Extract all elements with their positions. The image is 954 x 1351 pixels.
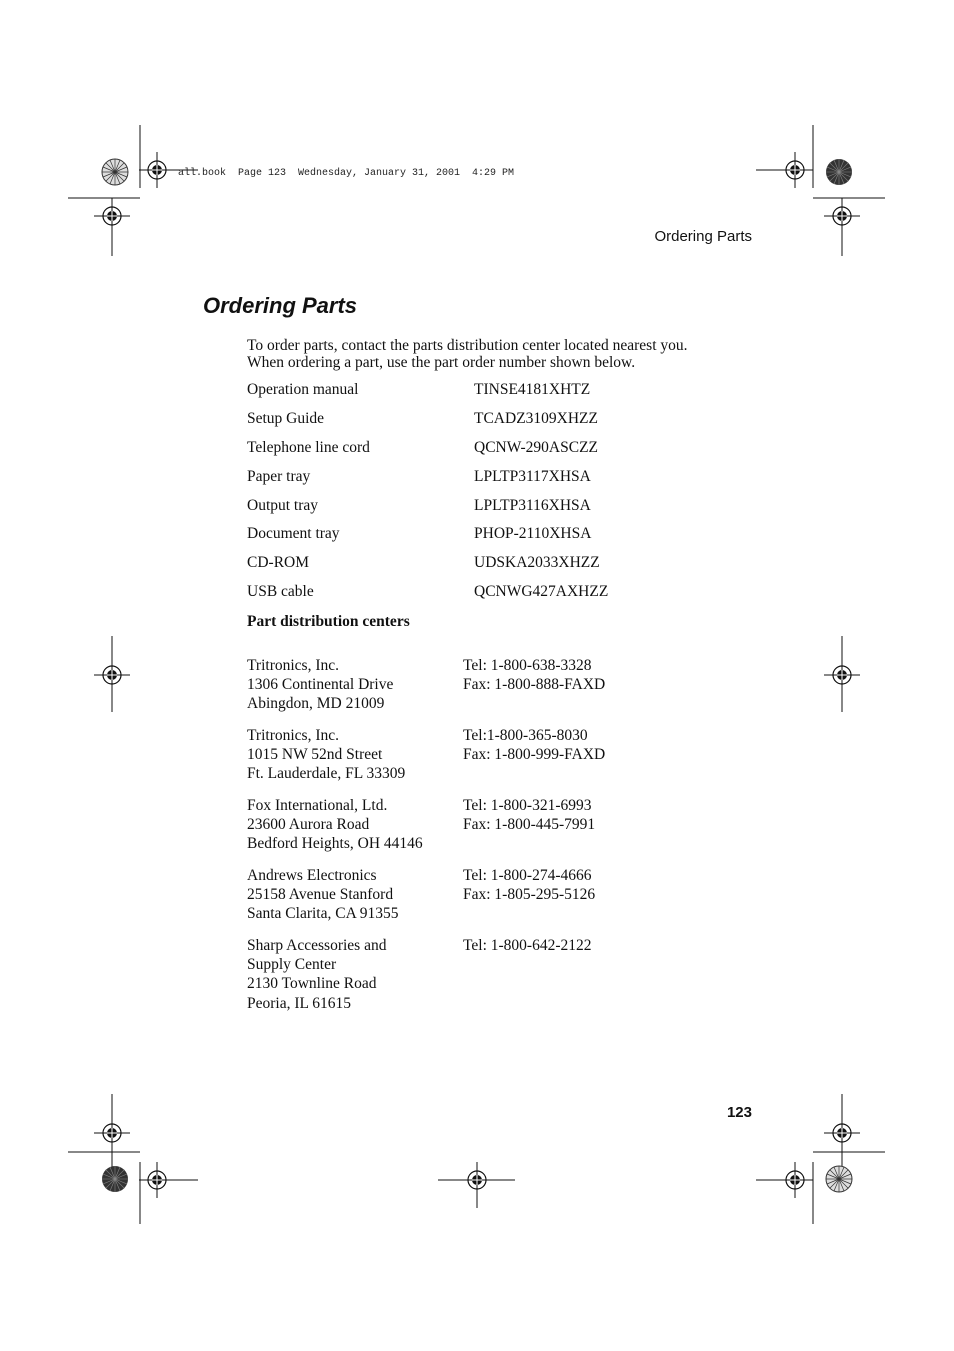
address-line: 23600 Aurora Road	[247, 816, 370, 834]
center-entry	[247, 866, 667, 924]
part-code: PHOP-2110XHSA	[474, 525, 592, 543]
center-entry	[247, 936, 667, 1013]
part-row	[247, 381, 667, 410]
part-code: QCNWG427AXHZZ	[474, 583, 609, 601]
address-line: Sharp Accessories and	[247, 937, 387, 954]
part-row	[247, 468, 667, 497]
address-line: Tritronics, Inc.	[247, 657, 339, 674]
center-address	[247, 936, 463, 1013]
center-contact	[463, 936, 592, 1013]
part-code: TCADZ3109XHZZ	[474, 409, 598, 427]
distribution-centers	[247, 656, 667, 1025]
phone-line: Tel: 1-800-321-6993	[463, 797, 592, 814]
center-entry	[247, 796, 667, 854]
phone-line: Tel: 1-800-642-2122	[463, 937, 592, 954]
phone-line: Tel: 1-800-638-3328	[463, 657, 592, 674]
page-number: 123	[726, 1104, 752, 1121]
part-name: USB cable	[247, 583, 314, 601]
center-contact	[463, 866, 595, 924]
fax-line: Fax: 1-800-445-7991	[463, 816, 596, 834]
print-slug: all.book Page 123 Wednesday, January 31, 2001 4:29 PM	[178, 168, 515, 179]
part-code: LPLTP3117XHSA	[474, 467, 591, 485]
part-code: QCNW-290ASCZZ	[474, 438, 598, 456]
part-name: CD-ROM	[247, 554, 310, 572]
fax-line: Fax: 1-805-295-5126	[463, 886, 596, 904]
part-code: UDSKA2033XHZZ	[474, 554, 600, 572]
part-name: Telephone line cord	[247, 438, 370, 456]
page-title: Ordering Parts	[203, 293, 358, 318]
part-row	[247, 439, 667, 468]
address-line: Santa Clarita, CA 91355	[247, 905, 399, 923]
address-line: Ft. Lauderdale, FL 33309	[247, 765, 406, 783]
center-entry	[247, 656, 667, 714]
center-address	[247, 726, 463, 784]
address-line: Andrews Electronics	[247, 867, 377, 884]
intro-line: To order parts, contact the parts distribution center located nearest you.	[247, 337, 688, 354]
fax-line: Fax: 1-800-888-FAXD	[463, 676, 606, 694]
part-name: Document tray	[247, 525, 340, 543]
center-address	[247, 866, 463, 924]
center-contact	[463, 656, 605, 714]
part-name: Output tray	[247, 496, 319, 514]
center-address	[247, 656, 463, 714]
address-line: 25158 Avenue Stanford	[247, 886, 394, 904]
part-name: Operation manual	[247, 381, 359, 398]
fax-line: Fax: 1-800-999-FAXD	[463, 746, 606, 764]
center-contact	[463, 796, 595, 854]
address-line: Fox International, Ltd.	[247, 797, 388, 814]
part-name: Paper tray	[247, 467, 311, 485]
intro-paragraph	[247, 338, 688, 371]
part-name: Setup Guide	[247, 409, 325, 427]
phone-line: Tel:1-800-365-8030	[463, 727, 588, 744]
part-row	[247, 410, 667, 439]
running-head: Ordering Parts	[654, 228, 752, 245]
part-row	[247, 525, 667, 554]
parts-list	[247, 381, 667, 612]
address-line: 1015 NW 52nd Street	[247, 746, 383, 764]
part-row	[247, 497, 667, 526]
address-line: Bedford Heights, OH 44146	[247, 835, 423, 853]
part-code: LPLTP3116XHSA	[474, 496, 591, 514]
section-heading: Part distribution centers	[247, 613, 410, 630]
center-address	[247, 796, 463, 854]
phone-line: Tel: 1-800-274-4666	[463, 867, 592, 884]
address-line: 2130 Townline Road	[247, 975, 377, 993]
part-row	[247, 554, 667, 583]
part-code: TINSE4181XHTZ	[474, 381, 591, 398]
address-line: Peoria, IL 61615	[247, 994, 352, 1012]
address-line: 1306 Continental Drive	[247, 676, 394, 694]
address-line: Abingdon, MD 21009	[247, 695, 385, 713]
address-line: Tritronics, Inc.	[247, 727, 339, 744]
intro-line: When ordering a part, use the part order number shown below.	[247, 353, 636, 371]
part-row	[247, 583, 667, 612]
center-entry	[247, 726, 667, 784]
center-contact	[463, 726, 605, 784]
address-line: Supply Center	[247, 956, 337, 974]
